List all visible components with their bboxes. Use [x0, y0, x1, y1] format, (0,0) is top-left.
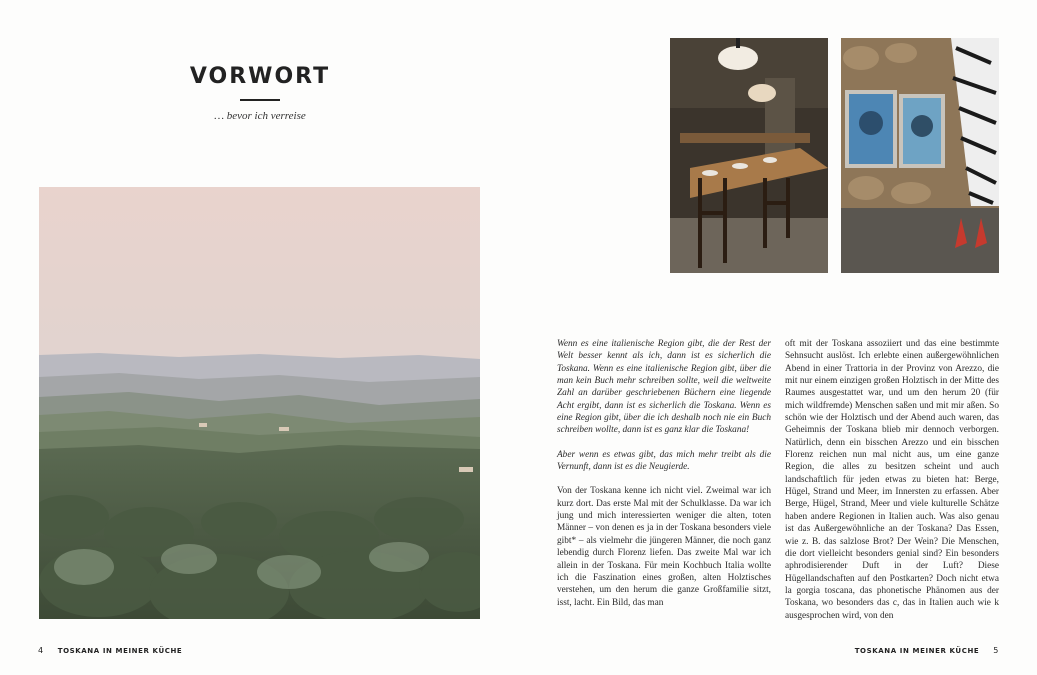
page-number-left: 4 [38, 646, 44, 655]
title-rule [240, 99, 280, 101]
curiosity-paragraph: Aber wenn es etwas gibt, das mich mehr treibt als die Vernunft, dann ist es die Neugierde. [557, 449, 771, 473]
restaurant-photo-art [670, 38, 828, 273]
running-title-right: TOSKANA IN MEINER KÜCHE [854, 647, 980, 655]
wall-art-photo [841, 38, 999, 273]
page-title: VORWORT [189, 64, 331, 89]
folio-right [855, 646, 999, 655]
text-column-1 [557, 338, 771, 621]
page-subtitle: … bevor ich verreise [214, 110, 306, 122]
body-paragraph-2: oft mit der Toskana assoziiert und das eine bestimmte Sehnsucht auslöst. Ich erlebte einen außergewöhnlichen Abend in einer Trattoria in der Provinz von Arezzo, die mit nur einem einzigen großen Holztisch in der Mitte des Raumes ausgestattet war, und um den herum 20 (für mich wildfremde) Menschen saßen und mit mir aßen. So schön wie der Holztisch und der Abend auch waren, das Geheimnis der Toskana blieb mir dennoch verborgen. Natürlich, denn ein bisschen Arezzo und ein bisschen Florenz reichen nun mal nicht aus, um eine ganze Region, die alles zu besitzen scheint und auch landschaftlich für jeden etwas zu bieten hat: Berge, Hügel, Strand und Meer, im Innersten zu erfassen. Aber Berge, Hügel, Strand, Meer und viele kulturelle Schätze haben andere Regionen in Italien auch. Was also genau ist das Außergewöhnliche an der Toskana? Das Essen, wie z. B. das salzlose Brot? Der Wein? Die Menschen, die dort vielleicht besonders genial sind? Ein besonders aphrodisierender Duft in der Luft? Diese Hügellandschaften auf den Postkarten? Doch nicht etwa la gorgia toscana, das phonetische Phänomen aus der Toskana, wo besonders das c, das in Italien auch wie k ausgesprochen wird, von den [785, 339, 999, 621]
landscape-photo [39, 187, 480, 619]
text-column-2 [785, 338, 999, 634]
body-paragraph-1: Von der Toskana kenne ich nicht viel. Zweimal war ich kurz dort. Das erste Mal mit der Schulklasse. Da war ich jung und mich interessierten weniger die alten, toten Männer – von denen es ja in der Toskana besonders viele gibt* – als vielmehr die jüngeren Männer, die noch ganz lebendig durch Florenz liefen. Das zweite Mal war ich allein in der Toskana. Für mein Kochbuch Italia wollte ich die Faszination eines großen, alten Holztisches verstehen, um den herum die ganze Großfamilie sitzt, isst, lacht. Ein Bild, das man [557, 486, 771, 608]
folio-left [38, 646, 182, 655]
landscape-photo-art [39, 187, 480, 619]
running-title-left: TOSKANA IN MEINER KÜCHE [57, 647, 183, 655]
page-number-right: 5 [993, 646, 999, 655]
wall-art-photo-art [841, 38, 999, 273]
intro-paragraph: Wenn es eine italienische Region gibt, die der Rest der Welt besser kennt als ich, dann ist es sicherlich die Toskana. Wenn es eine italienische Region gibt, über die man kein Buch mehr schreiben sollte, weil die weltweite Zahl an darüber geschriebenen Büchern eine liegende Acht ergibt, dann ist es sicherlich die Toskana. Wenn es eine Region gibt, über die ich deshalb noch nie ein Buch schreiben wollte, dann ist es ganz klar die Toskana! [557, 339, 771, 436]
restaurant-photo [670, 38, 828, 273]
left-page [0, 0, 518, 675]
